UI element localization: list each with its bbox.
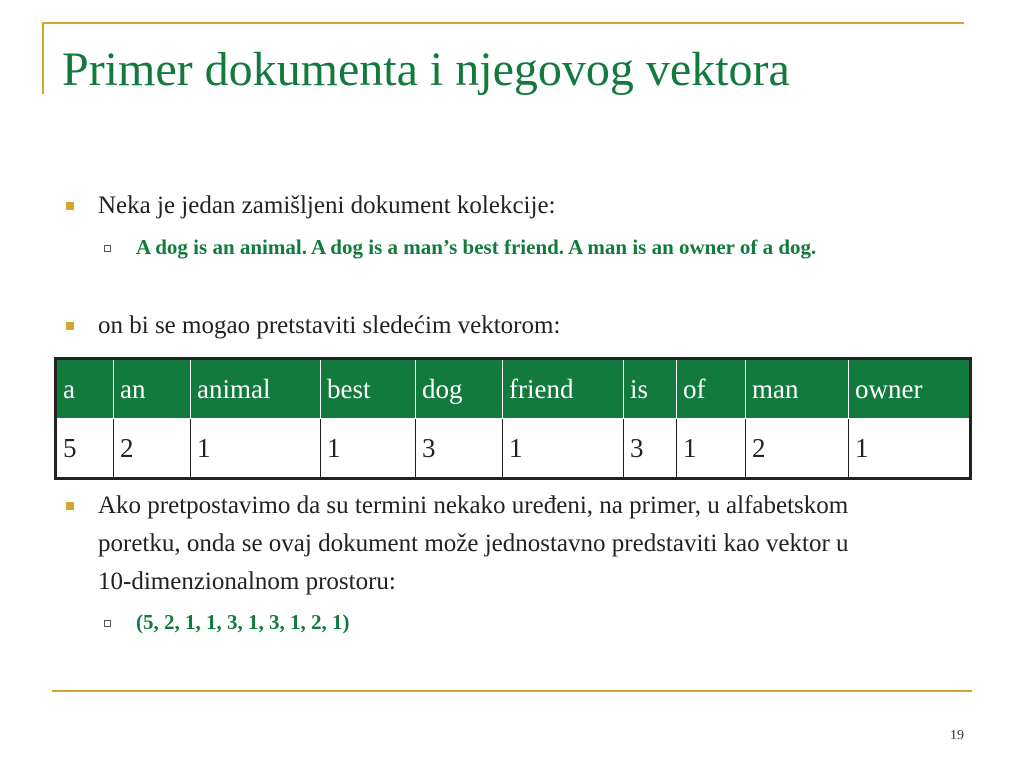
count-cell: 3: [416, 419, 503, 479]
count-cell: 1: [321, 419, 416, 479]
count-cell: 1: [849, 419, 971, 479]
bullet-text-2: on bi se mogao pretstaviti sledećim vektorom:: [98, 312, 561, 339]
frame-left-line: [42, 22, 44, 94]
term-cell: best: [321, 359, 416, 419]
count-cell: 1: [191, 419, 321, 479]
term-cell: a: [56, 359, 114, 419]
count-cell: 5: [56, 419, 114, 479]
term-vector-table: [54, 357, 972, 480]
frame-top-line: [42, 22, 964, 24]
subbullet-hollow-2: [104, 620, 111, 627]
count-row: [56, 419, 971, 479]
term-cell: an: [114, 359, 191, 419]
term-row: [56, 359, 971, 419]
term-cell: is: [624, 359, 677, 419]
count-cell: 2: [746, 419, 849, 479]
bullet-text-1: Neka je jedan zamišljeni dokument kolekcije:: [98, 192, 556, 219]
term-cell: owner: [849, 359, 971, 419]
footer-line: [52, 690, 972, 692]
bullet-square-2: [66, 322, 74, 330]
subbullet-text-1: A dog is an animal. A dog is a man’s best friend. A man is an owner of a dog.: [136, 235, 817, 259]
count-cell: 1: [677, 419, 746, 479]
page-number: 19: [950, 728, 964, 743]
count-cell: 1: [503, 419, 624, 479]
term-cell: man: [746, 359, 849, 419]
count-cell: 2: [114, 419, 191, 479]
term-cell: friend: [503, 359, 624, 419]
subbullet-hollow-1: [104, 245, 111, 252]
bullet-square-3: [66, 502, 74, 510]
count-cell: 3: [624, 419, 677, 479]
term-cell: animal: [191, 359, 321, 419]
term-cell: dog: [416, 359, 503, 419]
bullet-text-3: Ako pretpostavimo da su termini nekako uređeni, na primer, u alfabetskom poretku, onda se ovaj dokument može jednostavno predstaviti kao vektor u 10-dimenzionalnom prostoru:: [98, 492, 849, 595]
subbullet-text-2: (5, 2, 1, 1, 3, 1, 3, 1, 2, 1): [136, 610, 350, 634]
term-cell: of: [677, 359, 746, 419]
slide-title: Primer dokumenta i njegovog vektora: [62, 43, 790, 96]
bullet-square-1: [66, 202, 74, 210]
